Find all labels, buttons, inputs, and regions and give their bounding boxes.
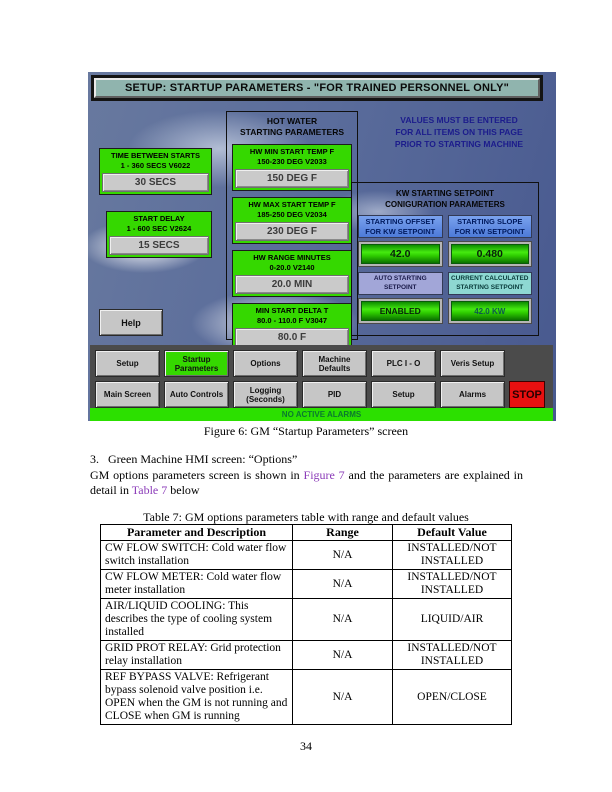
param-label: MIN START DELTA T xyxy=(255,306,329,315)
hmi-title-text: SETUP: STARTUP PARAMETERS - "FOR TRAINED PERSONNEL ONLY" xyxy=(94,78,540,98)
cell-default: INSTALLED/NOT INSTALLED xyxy=(393,570,512,599)
param-label: TIME BETWEEN STARTS xyxy=(110,151,201,160)
cell-parameter: CW FLOW METER: Cold water flow meter installation xyxy=(101,570,293,599)
kw-panel-title-line1: KW STARTING SETPOINT xyxy=(395,189,495,198)
nav-plc-io-button[interactable]: PLC I - O xyxy=(371,350,436,377)
header-parameter: Parameter and Description xyxy=(101,525,293,541)
paragraph-text: below xyxy=(167,483,200,497)
notice-line: PRIOR TO STARTING MACHINE xyxy=(394,139,524,149)
label-line: STARTING OFFSET xyxy=(365,217,435,226)
nav-pid-button[interactable]: PID xyxy=(302,381,367,408)
alarm-status-bar: NO ACTIVE ALARMS xyxy=(90,408,553,421)
hmi-nav-strip xyxy=(90,345,553,408)
nav-options-button[interactable]: Options xyxy=(233,350,298,377)
options-parameters-table xyxy=(100,524,512,725)
section-title: Green Machine HMI screen: “Options” xyxy=(108,452,298,466)
table-row xyxy=(101,570,512,599)
nav-logging-button[interactable]: Logging (Seconds) xyxy=(233,381,298,408)
nav-startup-parameters-button[interactable]: Startup Parameters xyxy=(164,350,229,377)
table-caption: Table 7: GM options parameters table with range and default values xyxy=(143,510,469,524)
kw-setpoint-panel xyxy=(351,182,539,336)
table-row xyxy=(101,599,512,641)
label-line: AUTO STARTING xyxy=(373,275,427,282)
hmi-title-bar xyxy=(91,75,543,101)
hot-water-title-line1: HOT WATER xyxy=(266,116,318,126)
label-line: STARTING SLOPE xyxy=(457,217,523,226)
param-range-label: 1 - 600 SEC V2624 xyxy=(126,224,192,233)
label-line: STARTING SETPOINT xyxy=(456,283,524,291)
min-start-delta-t-value-field[interactable]: 80.0 F xyxy=(235,328,349,347)
section-number: 3. xyxy=(90,452,99,466)
table-7-reference-link[interactable]: Table 7 xyxy=(131,483,168,497)
hot-water-panel xyxy=(226,111,358,343)
label-line: FOR KW SETPOINT xyxy=(365,226,436,236)
param-range-label: 185-250 DEG V2034 xyxy=(257,210,327,219)
param-range-label: 150-230 DEG V2033 xyxy=(257,157,327,166)
nav-auto-controls-button[interactable]: Auto Controls xyxy=(164,381,229,408)
cell-parameter: REF BYPASS VALVE: Refrigerant bypass solenoid valve position i.e. OPEN when the GM is not running and CLOSE when GM is running xyxy=(101,670,293,725)
notice-line: VALUES MUST BE ENTERED xyxy=(400,115,518,125)
starting-slope-value: 0.480 xyxy=(451,244,530,264)
param-time-between-starts xyxy=(99,148,212,195)
starting-offset-value: 42.0 xyxy=(361,244,440,264)
param-min-start-delta-t xyxy=(232,303,352,350)
cell-parameter: CW FLOW SWITCH: Cold water flow switch installation xyxy=(101,541,293,570)
header-default: Default Value xyxy=(393,525,512,541)
time-between-starts-value-field[interactable]: 30 SECS xyxy=(102,173,209,192)
page-number: 34 xyxy=(300,739,312,753)
paragraph-text: GM options parameters screen is shown in xyxy=(90,468,304,482)
auto-starting-setpoint-toggle[interactable] xyxy=(358,298,443,324)
body-paragraph xyxy=(90,468,523,498)
help-button[interactable]: Help xyxy=(99,309,163,336)
starting-slope-value-field[interactable] xyxy=(448,241,533,267)
param-starting-offset xyxy=(358,215,443,267)
cell-parameter: AIR/LIQUID COOLING: This describes the type of cooling system installed xyxy=(101,599,293,641)
label-line: CURRENT CALCULATED xyxy=(450,275,529,282)
nav-machine-defaults-button[interactable]: Machine Defaults xyxy=(302,350,367,377)
cell-range: N/A xyxy=(293,641,393,670)
starting-offset-label xyxy=(358,215,443,238)
section-heading xyxy=(90,452,523,467)
param-current-calculated-setpoint xyxy=(448,272,533,324)
param-range-label: 80.0 - 110.0 F V3047 xyxy=(256,316,328,325)
param-hw-range-minutes xyxy=(232,250,352,297)
nav-main-screen-button[interactable]: Main Screen xyxy=(95,381,160,408)
param-label: HW MAX START TEMP F xyxy=(248,200,336,209)
nav-setup-button[interactable]: Setup xyxy=(95,350,160,377)
current-calculated-setpoint-label xyxy=(448,272,533,295)
param-range-label: 0-20.0 V2140 xyxy=(269,263,315,272)
nav-alarms-button[interactable]: Alarms xyxy=(440,381,505,408)
cell-default: OPEN/CLOSE xyxy=(393,670,512,725)
auto-starting-setpoint-state: ENABLED xyxy=(361,301,440,321)
auto-starting-setpoint-label xyxy=(358,272,443,295)
stop-button[interactable]: STOP xyxy=(509,381,545,408)
figure-caption: Figure 6: GM “Startup Parameters” screen xyxy=(203,424,409,438)
param-label: START DELAY xyxy=(133,214,185,223)
param-hw-max-start-temp xyxy=(232,197,352,244)
cell-default: INSTALLED/NOT INSTALLED xyxy=(393,541,512,570)
table-row xyxy=(101,670,512,725)
param-hw-min-start-temp xyxy=(232,144,352,191)
param-auto-starting-setpoint xyxy=(358,272,443,324)
header-range: Range xyxy=(293,525,393,541)
label-line: FOR KW SETPOINT xyxy=(454,226,525,236)
param-start-delay xyxy=(106,211,212,258)
nav-setup2-button[interactable]: Setup xyxy=(371,381,436,408)
starting-offset-value-field[interactable] xyxy=(358,241,443,267)
param-label: HW RANGE MINUTES xyxy=(253,253,331,262)
current-calculated-setpoint-value: 42.0 KW xyxy=(451,301,530,321)
paragraph-text: and the parameters are explained in detail in xyxy=(90,468,523,497)
starting-slope-label xyxy=(448,215,533,238)
hot-water-title-line2: STARTING PARAMETERS xyxy=(239,127,345,137)
start-delay-value-field[interactable]: 15 SECS xyxy=(109,236,209,255)
table-row xyxy=(101,641,512,670)
param-starting-slope xyxy=(448,215,533,267)
cell-range: N/A xyxy=(293,599,393,641)
param-range-label: 1 - 360 SECS V6022 xyxy=(120,161,191,170)
current-calculated-setpoint-display xyxy=(448,298,533,324)
notice-line: FOR ALL ITEMS ON THIS PAGE xyxy=(395,127,523,137)
cell-range: N/A xyxy=(293,570,393,599)
cell-default: LIQUID/AIR xyxy=(393,599,512,641)
cell-range: N/A xyxy=(293,541,393,570)
table-row xyxy=(101,541,512,570)
param-label: HW MIN START TEMP F xyxy=(249,147,335,156)
nav-veris-setup-button[interactable]: Veris Setup xyxy=(440,350,505,377)
table-header-row xyxy=(101,525,512,541)
figure-7-reference-link[interactable]: Figure 7 xyxy=(303,468,345,482)
cell-parameter: GRID PROT RELAY: Grid protection relay installation xyxy=(101,641,293,670)
hw-range-minutes-value-field[interactable]: 20.0 MIN xyxy=(235,275,349,294)
kw-panel-title-line2: CONIGURATION PARAMETERS xyxy=(385,200,505,209)
hw-min-start-temp-value-field[interactable]: 150 DEG F xyxy=(235,169,349,188)
hmi-screenshot xyxy=(88,72,556,421)
hw-max-start-temp-value-field[interactable]: 230 DEG F xyxy=(235,222,349,241)
values-required-notice xyxy=(368,114,550,150)
label-line: SETPOINT xyxy=(383,283,417,291)
cell-range: N/A xyxy=(293,670,393,725)
cell-default: INSTALLED/NOT INSTALLED xyxy=(393,641,512,670)
